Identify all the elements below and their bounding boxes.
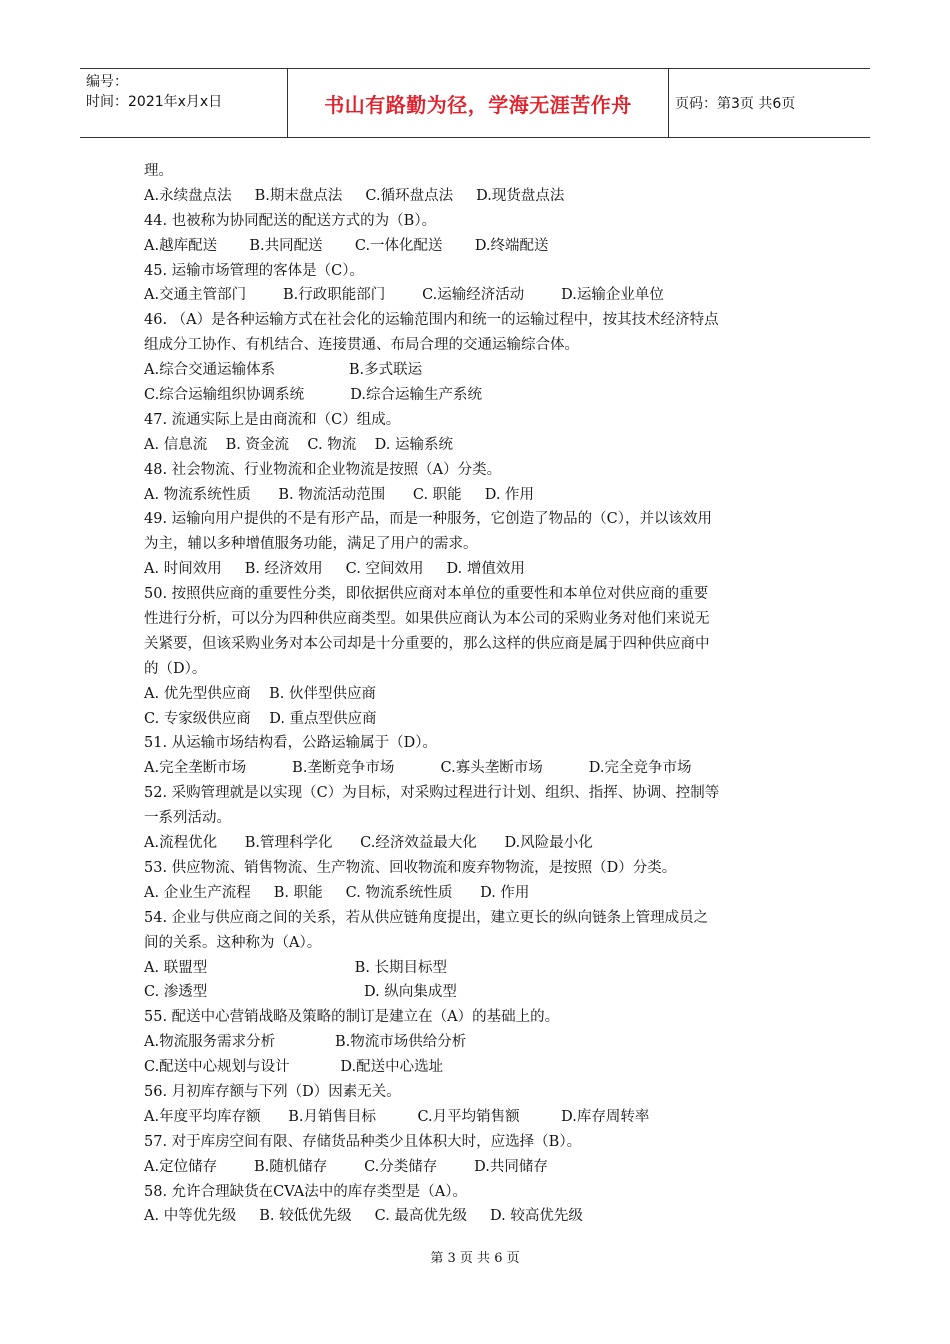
text-line: 48. 社会物流、行业物流和企业物流是按照（A）分类。: [144, 461, 502, 478]
text-line: A.完全垄断市场 B.垄断竞争市场 C.寡头垄断市场 D.完全竞争市场: [144, 760, 692, 777]
page-footer: 第 3 页 共 6 页: [430, 1251, 520, 1266]
text-line: 性进行分析，可以分为四种供应商类型。如果供应商认为本公司的采购业务对他们来说无: [144, 611, 710, 628]
text-line: A.流程优化 B.管理科学化 C.经济效益最大化 D.风险最小化: [144, 835, 593, 852]
text-line: 57. 对于库房空间有限、存储货品种类少且体积大时，应选择（B）。: [144, 1133, 582, 1150]
text-line: A. 企业生产流程 B. 职能 C. 物流系统性质 D. 作用: [144, 884, 530, 901]
text-line: A. 中等优先级 B. 较低优先级 C. 最高优先级 D. 较高优先级: [144, 1208, 583, 1225]
time-label: 时间：2021年x月x日: [86, 94, 223, 110]
text-line: C. 渗透型 D. 纵向集成型: [144, 984, 457, 1001]
text-line: 的（D）。: [144, 660, 207, 677]
text-line: A.定位储存 B.随机储存 C.分类储存 D.共同储存: [144, 1158, 548, 1175]
text-line: 55. 配送中心营销战略及策略的制订是建立在（A）的基础上的。: [144, 1009, 560, 1026]
text-line: 44. 也被称为协同配送的配送方式的为（B）。: [144, 212, 437, 229]
text-line: A.物流服务需求分析 B.物流市场供给分析: [144, 1034, 467, 1051]
text-line: 关紧要，但该采购业务对本公司却是十分重要的，那么这样的供应商是属于四种供应商中: [144, 635, 710, 652]
text-line: 52. 采购管理就是以实现（C）为目标，对采购过程进行计划、组织、指挥、协调、控制等: [144, 785, 720, 802]
text-line: 一系列活动。: [144, 810, 231, 827]
text-line: C. 专家级供应商 D. 重点型供应商: [144, 710, 377, 727]
text-line: A.越库配送 B.共同配送 C.一体化配送 D.终端配送: [144, 237, 549, 254]
text-line: A.永续盘点法 B.期末盘点法 C.循环盘点法 D.现货盘点法: [144, 187, 565, 204]
text-line: 46. （A）是各种运输方式在社会化的运输范围内和统一的运输过程中，按其技术经济特点: [144, 312, 719, 329]
text-line: C.综合运输组织协调系统 D.综合运输生产系统: [144, 387, 482, 404]
text-line: 为主，辅以多种增值服务功能，满足了用户的需求。: [144, 536, 478, 553]
header-motto: 书山有路勤为径，学海无涯苦作舟: [288, 69, 669, 137]
text-line: 51. 从运输市场结构看，公路运输属于（D）。: [144, 735, 438, 752]
text-line: 56. 月初库存额与下列（D）因素无关。: [144, 1083, 401, 1100]
text-line: 间的关系。这种称为（A）。: [144, 934, 322, 951]
text-line: 50. 按照供应商的重要性分类，即依据供应商对本单位的重要性和本单位对供应商的重要: [144, 586, 709, 603]
header-meta: [80, 69, 288, 137]
text-line: C.配送中心规划与设计 D.配送中心选址: [144, 1059, 444, 1076]
text-line: A.综合交通运输体系 B.多式联运: [144, 362, 423, 379]
code-label: 编号：: [86, 74, 128, 90]
text-line: A. 物流系统性质 B. 物流活动范围 C. 职能 D. 作用: [144, 486, 535, 503]
header-page-info: 页码：第3页 共6页: [675, 96, 796, 112]
text-line: 53. 供应物流、销售物流、生产物流、回收物流和废弃物物流，是按照（D）分类。: [144, 859, 677, 876]
text-line: 45. 运输市场管理的客体是（C）。: [144, 262, 365, 279]
text-line: A. 联盟型 B. 长期目标型: [144, 959, 448, 976]
text-line: 组成分工协作、有机结合、连接贯通、布局合理的交通运输综合体。: [144, 337, 579, 354]
text-line: A. 信息流 B. 资金流 C. 物流 D. 运输系统: [144, 436, 453, 453]
page-header: [80, 68, 870, 138]
text-line: A. 时间效用 B. 经济效用 C. 空间效用 D. 增值效用: [144, 561, 525, 578]
text-line: 58. 允许合理缺货在CVA法中的库存类型是（A）。: [144, 1183, 467, 1200]
text-line: 54. 企业与供应商之间的关系，若从供应链角度提出，建立更长的纵向链条上管理成员之: [144, 909, 709, 926]
text-line: 理。: [144, 163, 173, 179]
text-line: 47. 流通实际上是由商流和（C）组成。: [144, 411, 401, 428]
text-line: A.交通主管部门 B.行政职能部门 C.运输经济活动 D.运输企业单位: [144, 287, 664, 304]
document-body: [144, 159, 814, 1229]
text-line: A. 优先型供应商 B. 伙伴型供应商: [144, 685, 376, 702]
text-line: 49. 运输向用户提供的不是有形产品，而是一种服务，它创造了物品的（C），并以该效用: [144, 511, 713, 528]
text-line: A.年度平均库存额 B.月销售目标 C.月平均销售额 D.库存周转率: [144, 1108, 650, 1125]
